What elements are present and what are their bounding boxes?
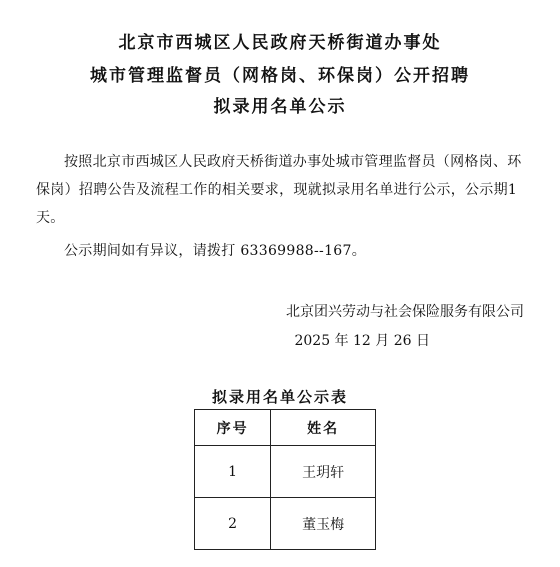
signature-date: 2025 年 12 月 26 日 xyxy=(294,333,430,349)
signature-organization: 北京团兴劳动与社会保险服务有限公司 xyxy=(286,304,524,320)
header-name: 姓名 xyxy=(271,410,376,446)
heading-line-1: 北京市西城区人民政府天桥街道办事处 xyxy=(118,33,442,53)
row-name: 王玥轩 xyxy=(271,446,376,498)
heading-line-3: 拟录用名单公示 xyxy=(213,97,347,117)
table-header-row xyxy=(195,410,376,446)
table-title: 拟录用名单公示表 xyxy=(211,388,348,406)
row-number: 1 xyxy=(195,446,271,498)
notice-paragraph-2: 公示期间如有异议，请拨打 63369988--167。 xyxy=(64,243,366,259)
table-row xyxy=(195,446,376,498)
notice-paragraph-1: 按照北京市西城区人民政府天桥街道办事处城市管理监督员（网格岗、环保岗）招聘公告及流程工作的相关要求，现就拟录用名单进行公示，公示期1天。 xyxy=(36,154,522,226)
row-number: 2 xyxy=(195,498,271,550)
table-row xyxy=(195,498,376,550)
header-number: 序号 xyxy=(195,410,271,446)
row-name: 董玉梅 xyxy=(271,498,376,550)
heading-line-2: 城市管理监督员（网格岗、环保岗）公开招聘 xyxy=(90,66,470,86)
roster-table xyxy=(194,409,376,550)
